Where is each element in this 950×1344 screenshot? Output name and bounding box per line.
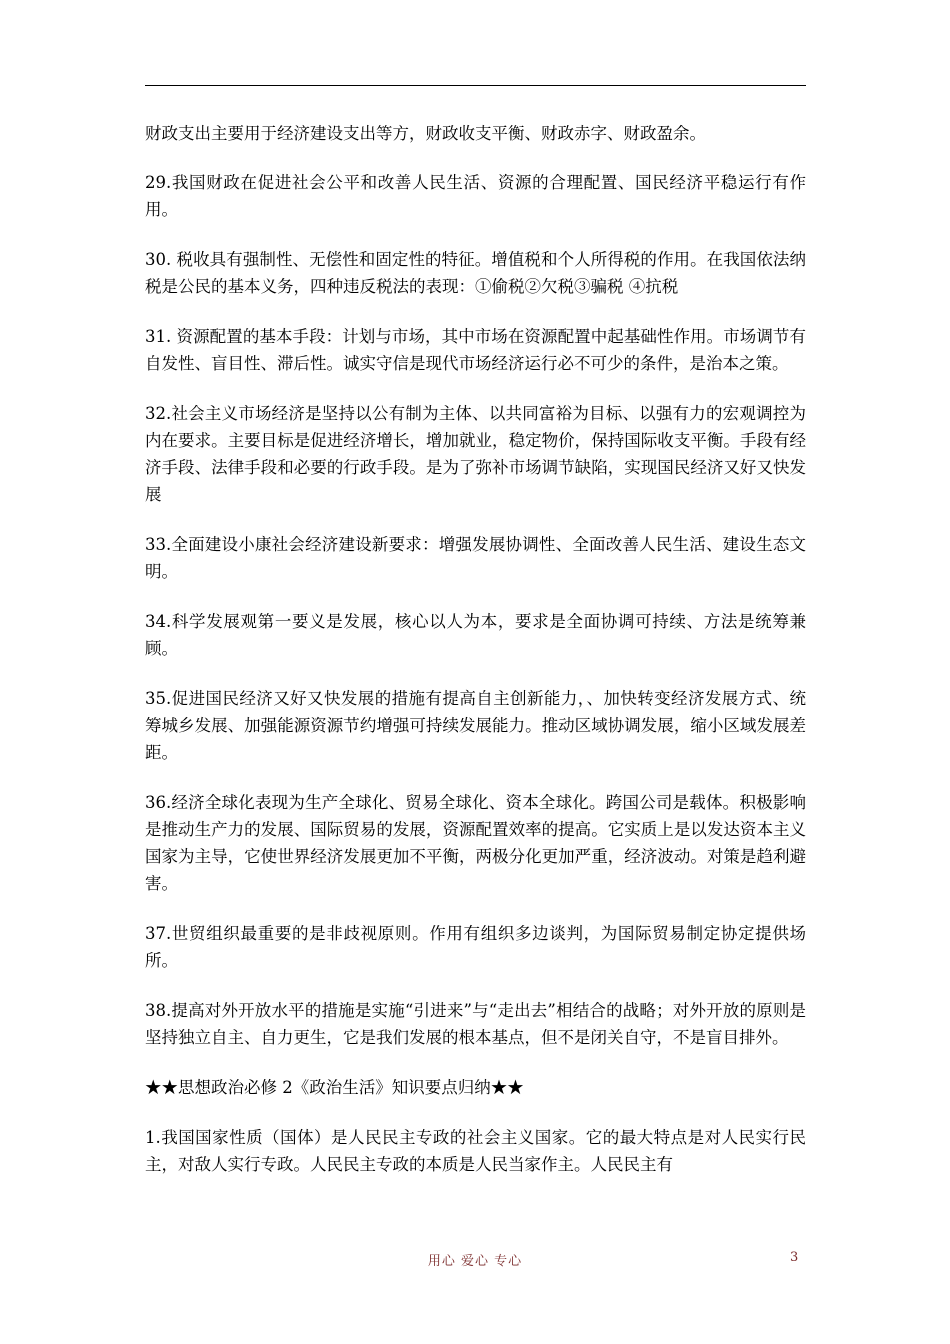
paragraph-33: 33.全面建设小康社会经济建设新要求：增强发展协调性、全面改善人民生活、建设生态文明。 bbox=[145, 535, 806, 581]
header-rule bbox=[145, 85, 806, 86]
paragraph-36: 36.经济全球化表现为生产全球化、贸易全球化、资本全球化。跨国公司是载体。积极影响是推动生产力的发展、国际贸易的发展，资源配置效率的提高。它实质上是以发达资本主义国家为主导，它使世界经济发展更加不平衡，两极分化更加严重，经济波动。对策是趋利避害。 bbox=[145, 793, 806, 893]
paragraph-38: 38.提高对外开放水平的措施是实施“引进来”与“走出去”相结合的战略；对外开放的原则是坚持独立自主、自力更生，它是我们发展的根本基点，但不是闭关自守，不是盲目排外。 bbox=[145, 1001, 806, 1047]
paragraph-35: 35.促进国民经济又好又快发展的措施有提高自主创新能力，、加快转变经济发展方式、统筹城乡发展、加强能源资源节约增强可持续发展能力。推动区域协调发展，缩小区域发展差距。 bbox=[145, 689, 806, 762]
document-body bbox=[145, 120, 806, 1201]
page-number: 3 bbox=[790, 1250, 799, 1265]
paragraph-29: 29.我国财政在促进社会公平和改善人民生活、资源的合理配置、国民经济平稳运行有作用。 bbox=[145, 173, 806, 219]
paragraph-30: 30. 税收具有强制性、无偿性和固定性的特征。增值税和个人所得税的作用。在我国依法纳税是公民的基本义务，四种违反税法的表现：①偷税②欠税③骗税 ④抗税 bbox=[145, 250, 806, 296]
paragraph-34: 34.科学发展观第一要义是发展，核心以人为本，要求是全面协调可持续、方法是统筹兼顾。 bbox=[145, 612, 806, 658]
footer-motto: 用心 爱心 专心 bbox=[427, 1254, 523, 1269]
paragraph-32: 32.社会主义市场经济是坚持以公有制为主体、以共同富裕为目标、以强有力的宏观调控为内在要求。主要目标是促进经济增长，增加就业，稳定物价，保持国际收支平衡。手段有经济手段、法律手段和必要的行政手段。是为了弥补市场调节缺陷，实现国民经济又好又快发展 bbox=[145, 404, 806, 504]
paragraph-politics-1: 1.我国国家性质（国体）是人民民主专政的社会主义国家。它的最大特点是对人民实行民主，对敌人实行专政。人民民主专政的本质是人民当家作主。人民民主有 bbox=[145, 1128, 806, 1174]
paragraph-31: 31. 资源配置的基本手段：计划与市场，其中市场在资源配置中起基础性作用。市场调节有自发性、盲目性、滞后性。诚实守信是现代市场经济运行必不可少的条件，是治本之策。 bbox=[145, 327, 806, 373]
paragraph-37: 37.世贸组织最重要的是非歧视原则。作用有组织多边谈判，为国际贸易制定协定提供场所。 bbox=[145, 924, 806, 970]
paragraph-28-continued: 财政支出主要用于经济建设支出等方，财政收支平衡、财政赤字、财政盈余。 bbox=[145, 124, 706, 143]
section-heading: ★★思想政治必修 2《政治生活》知识要点归纳★★ bbox=[145, 1078, 524, 1097]
